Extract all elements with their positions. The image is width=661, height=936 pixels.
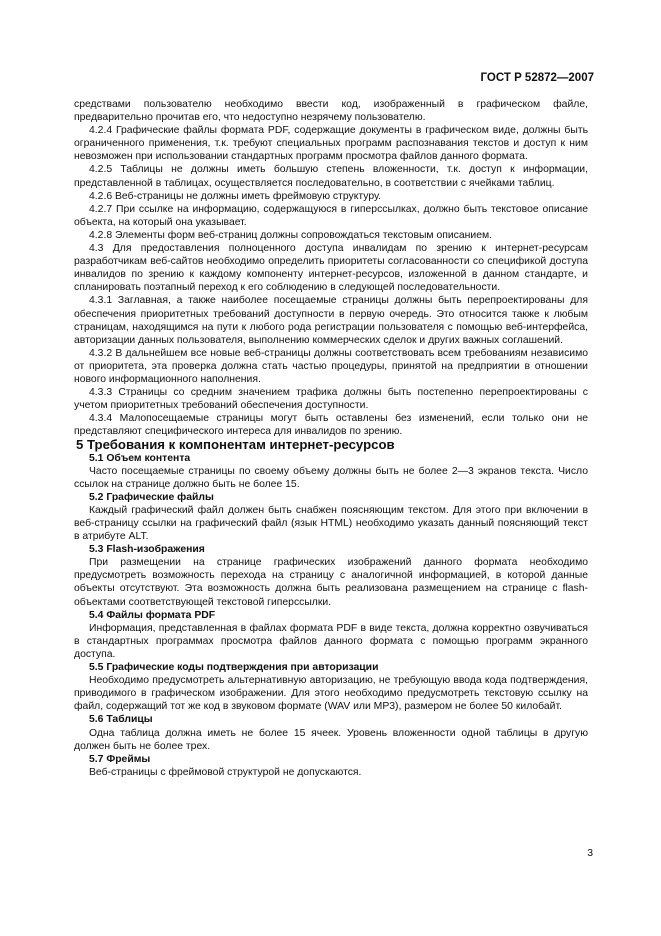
subsection-heading: 5.2 Графические файлы: [89, 491, 214, 503]
paragraph: 4.3.4 Малопосещаемые страницы могут быть оставлены без изменений, если только они не представляют специфического интереса для инвалидов по зрению.: [74, 413, 588, 438]
paragraph: 4.2.7 При ссылке на информацию, содержащуюся в гиперссылках, должно быть текстовое описание объекта, на который она указывает.: [74, 203, 588, 228]
subsection-heading: 5.7 Фреймы: [89, 753, 151, 765]
paragraph: Веб-страницы с фреймовой структурой не допускаются.: [89, 766, 362, 778]
subsection-heading: 5.5 Графические коды подтверждения при авторизации: [89, 662, 379, 674]
subsection-heading: 5.1 Объем контента: [89, 452, 191, 464]
document-body: [74, 98, 588, 779]
paragraph: Часто посещаемые страницы по своему объему должны быть не более 2—3 экранов текста. Число ссылок на странице должно быть не более 15.: [74, 465, 588, 490]
paragraph: Информация, представленная в файлах формата PDF в виде текста, должна корректно озвучиваться в стандартных программах просмотра файлов данного формата с помощью программ экранного доступа.: [74, 622, 588, 660]
subsection-heading: 5.4 Файлы формата PDF: [89, 609, 216, 621]
document-header: ГОСТ Р 52872—2007: [480, 72, 594, 84]
paragraph: 4.3.1 Заглавная, а также наиболее посещаемые страницы должны быть перепроектированы для обеспечения приоритетных требований доступности в первую очередь. Это относится также к любым страницам, находящимся на пути к любого рода регистрации пользователя с помощью веб-интерфейса, авторизации данных пользователя, выполнению коммерческих сделок и других важных соглашений.: [74, 295, 588, 346]
paragraph: 4.2.6 Веб-страницы не должны иметь фреймовую структуру.: [89, 190, 382, 202]
paragraph: 4.3.2 В дальнейшем все новые веб-страницы должны соответствовать всем требованиям независимо от приоритета, эта проверка должна стать частью процедуры, принятой на предприятии в отношении нового информационного наполнения.: [74, 347, 588, 385]
page-number: 3: [587, 848, 593, 859]
paragraph: средствами пользователю необходимо ввести код, изображенный в графическом файле, предварительно прочитав его, что недоступно незрячему пользователю.: [74, 99, 588, 124]
paragraph: Каждый графический файл должен быть снабжен поясняющим текстом. Для этого при включении в веб-страницу ссылки на графический файл (язык HTML) необходимо указать данный поясняющий текст в атрибуте ALT.: [74, 504, 588, 543]
paragraph: 4.3.3 Страницы со средним значением трафика должны быть постепенно перепроектированы с учетом приоритетных требований обеспечения доступности.: [74, 387, 588, 412]
subsection-heading: 5.3 Flash-изображения: [89, 544, 205, 556]
paragraph: 4.2.8 Элементы форм веб-страниц должны сопровождаться текстовым описанием.: [89, 229, 493, 241]
paragraph: 4.2.5 Таблицы не должны иметь большую степень вложенности, т.к. доступ к информации, представленной в таблицах, осуществляется последовательно, в соответствии с ячейками таблиц.: [74, 164, 588, 189]
paragraph: Необходимо предусмотреть альтернативную авторизацию, не требующую ввода кода подтверждения, приводимого в графическом изображении. Для этого необходимо предусмотреть текстовую ссылку на файл, содержащий тот же код в звуковом формате (WAV или MP3), размером не более 50 килобайт.: [74, 675, 588, 713]
subsection-heading: 5.6 Таблицы: [89, 714, 153, 726]
paragraph: Одна таблица должна иметь не более 15 ячеек. Уровень вложенности одной таблицы в другую должен быть не более трех.: [74, 727, 588, 752]
paragraph: 4.2.4 Графические файлы формата PDF, содержащие документы в графическом виде, должны быть ограниченного применения, т.к. требуют специальных программ распознавания текстов и доступ к ним невозможен при использовании стандартных программ просмотра файлов данного формата.: [74, 125, 588, 163]
paragraph: 4.3 Для предоставления полноценного доступа инвалидам по зрению к интернет-ресурсам разработчикам веб-сайтов необходимо определить приоритеты согласованности со спецификой доступа инвалидов по зрению к каждому компоненту интернет-ресурсов, изложенной в данном стандарте, и спланировать поэтапный переход к его соблюдению в следующей последовательности.: [74, 243, 588, 294]
section-heading: 5 Требования к компонентам интернет-ресурсов: [76, 437, 395, 453]
paragraph: При размещении на странице графических изображений данного формата необходимо предусмотреть возможность перехода на страницу с аналогичной информацией, в которой данные объекты отсутствуют. Эта возможность должна быть реализована размещением на странице с flash-объектами соответствующей текстовой гиперссылки.: [74, 557, 588, 608]
